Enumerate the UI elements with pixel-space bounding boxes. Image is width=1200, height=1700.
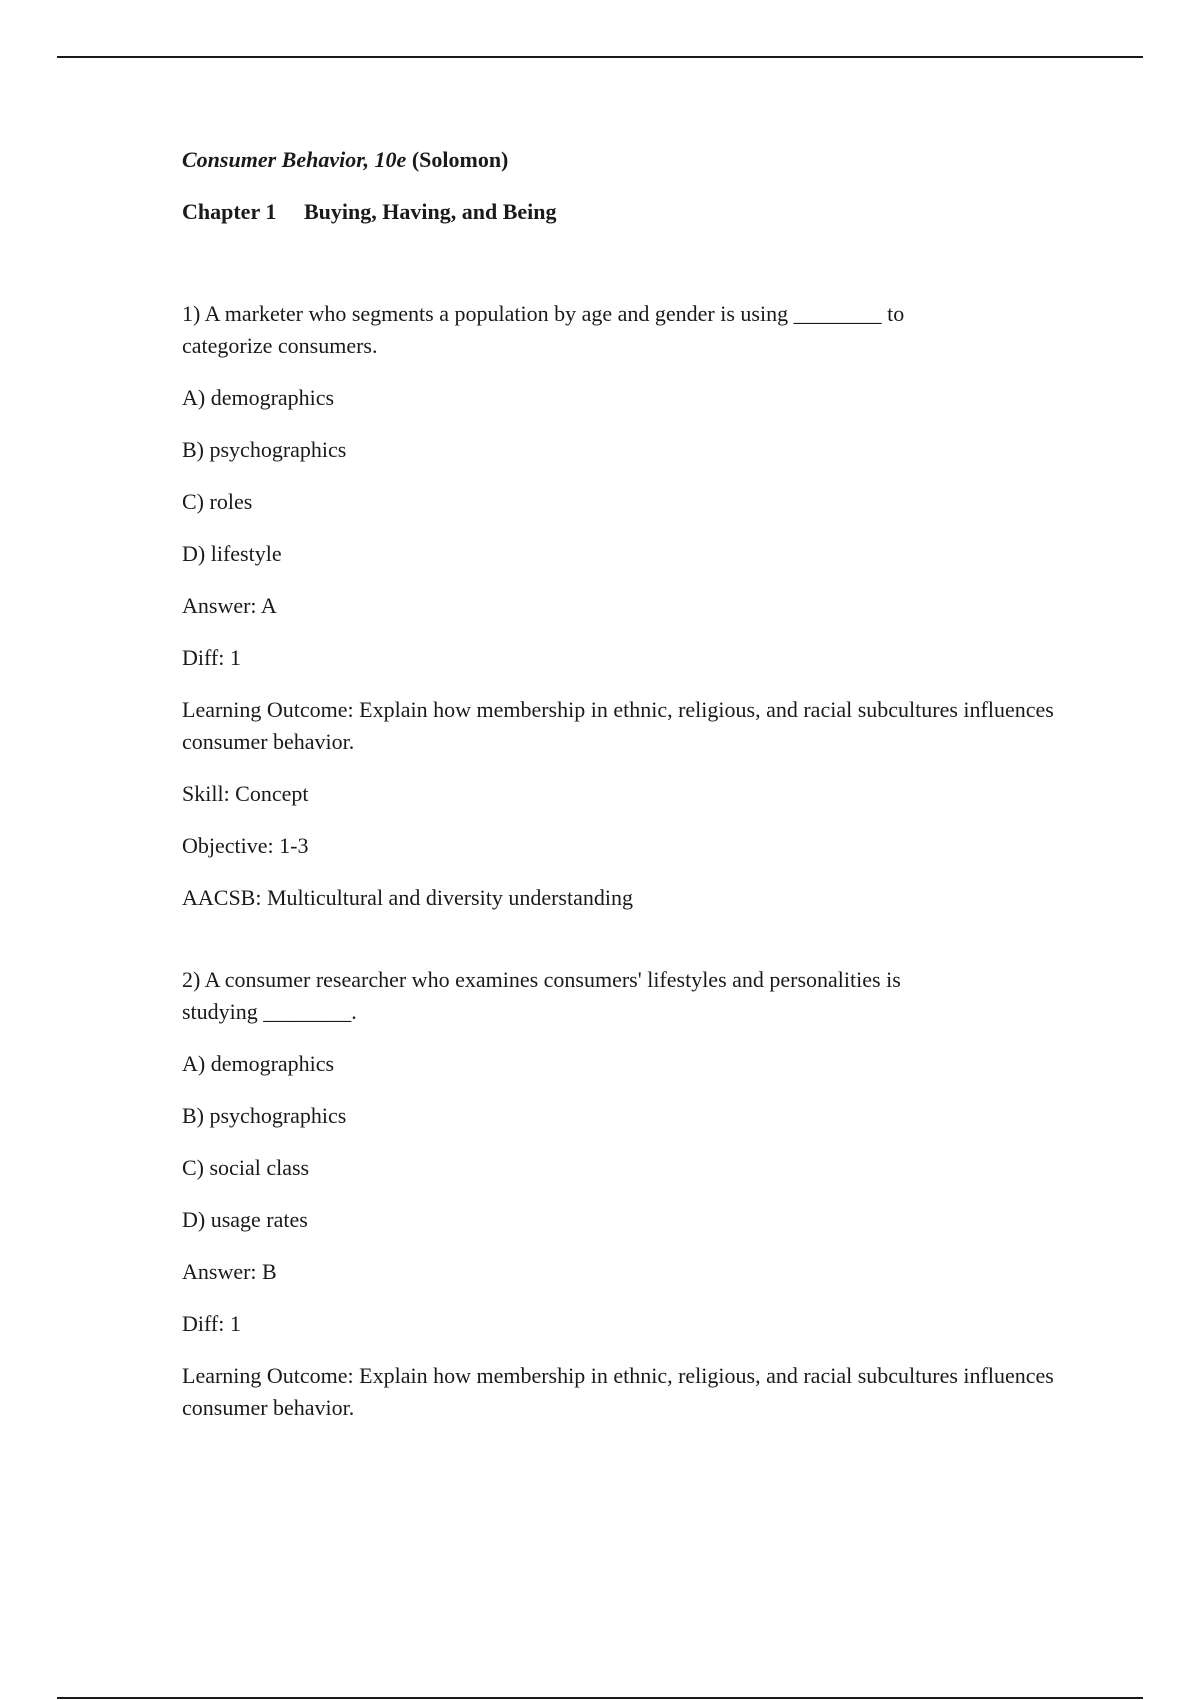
question-2 (182, 964, 1062, 1424)
question-1 (182, 298, 1062, 914)
difficulty: Diff: 1 (182, 1311, 241, 1336)
answer: Answer: A (182, 593, 277, 618)
objective: Objective: 1-3 (182, 833, 309, 858)
bottom-rule (57, 1697, 1143, 1699)
learning-outcome: Learning Outcome: Explain how membership in ethnic, religious, and racial subcultures influences consumer behavior. (182, 1363, 1054, 1420)
chapter-title: Buying, Having, and Being (304, 199, 557, 224)
book-title (182, 144, 1062, 176)
option-c: C) social class (182, 1155, 310, 1180)
difficulty: Diff: 1 (182, 645, 241, 670)
chapter-number: Chapter 1 (182, 199, 277, 224)
learning-outcome: Learning Outcome: Explain how membership in ethnic, religious, and racial subcultures influences consumer behavior. (182, 697, 1054, 754)
option-b: B) psychographics (182, 437, 347, 462)
page-content (182, 144, 1062, 1444)
book-author: (Solomon) (406, 147, 509, 172)
question-stem: 2) A consumer researcher who examines consumers' lifestyles and personalities is studying ________. (182, 967, 901, 1024)
option-b: B) psychographics (182, 1103, 347, 1128)
option-c: C) roles (182, 489, 253, 514)
answer: Answer: B (182, 1259, 277, 1284)
option-d: D) usage rates (182, 1207, 308, 1232)
aacsb: AACSB: Multicultural and diversity understanding (182, 885, 633, 910)
option-a: A) demographics (182, 385, 335, 410)
top-rule (57, 56, 1143, 58)
option-d: D) lifestyle (182, 541, 282, 566)
chapter-heading (182, 196, 1062, 228)
option-a: A) demographics (182, 1051, 335, 1076)
skill: Skill: Concept (182, 781, 309, 806)
question-stem: 1) A marketer who segments a population by age and gender is using ________ to categorize consumers. (182, 301, 905, 358)
book-title-italic: Consumer Behavior, 10e (182, 147, 407, 172)
